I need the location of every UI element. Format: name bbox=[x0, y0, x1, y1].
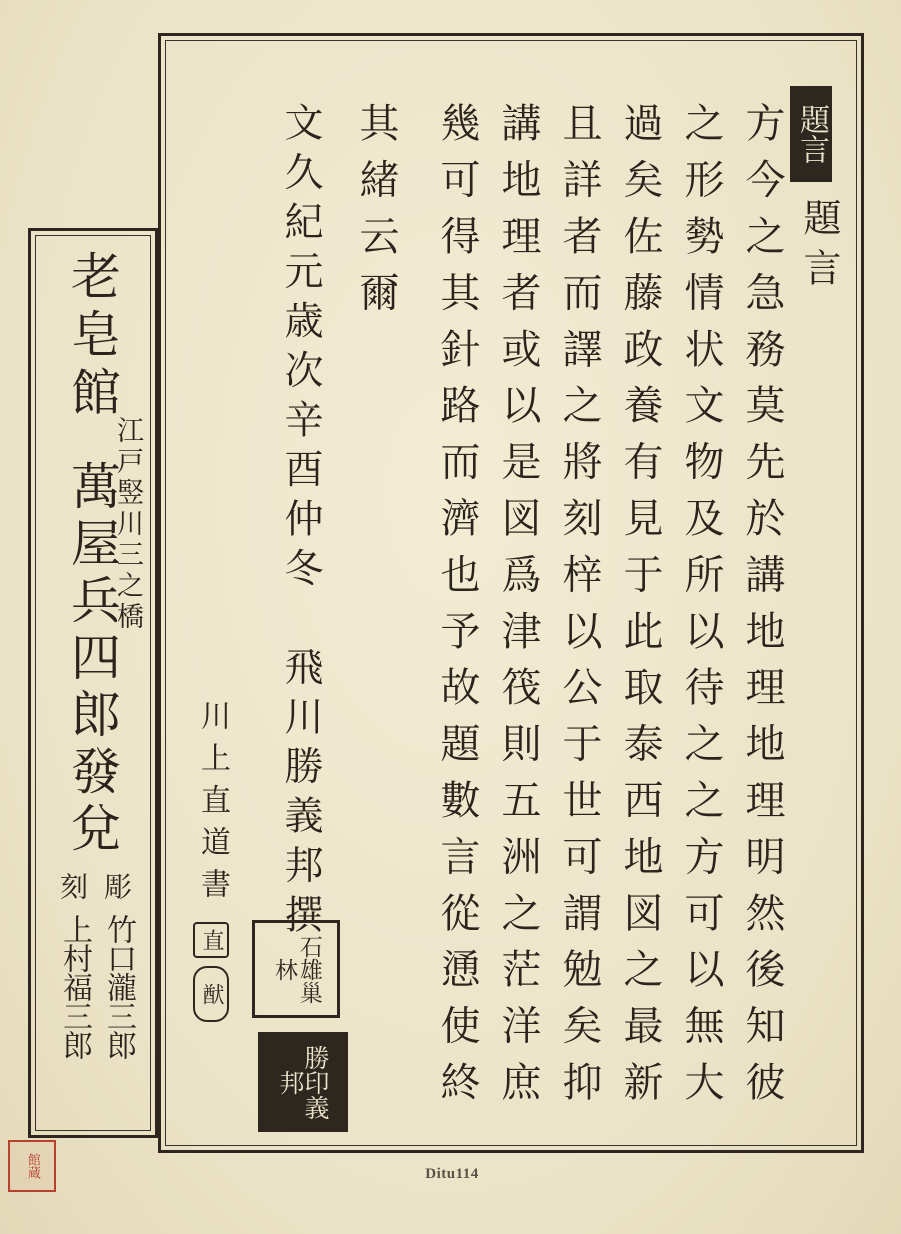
publisher-seller: 萬屋兵四郎發兌 bbox=[63, 460, 121, 859]
calligrapher-seal bbox=[193, 922, 229, 958]
preface-line-7: 其緒云爾 bbox=[353, 102, 399, 328]
preface-line-5: 講地理者或以是図爲津筏則五洲之茫洋庶 bbox=[495, 102, 541, 1118]
preface-line-4: 且詳者而譯之將刻梓以公于世可謂勉矣抑 bbox=[556, 102, 602, 1118]
red-seal-text: 館蔵 bbox=[24, 1153, 40, 1179]
calligrapher-seal-small-text: 猷 bbox=[199, 983, 224, 1005]
author-seal-top bbox=[252, 920, 340, 1018]
watermark: Ditu114 bbox=[425, 1166, 479, 1182]
preface-heading: 題言 bbox=[797, 198, 841, 298]
red-collector-seal bbox=[8, 1140, 56, 1192]
preface-line-1: 方今之急務莫先於講地理地理明然後知彼 bbox=[739, 102, 785, 1118]
publisher-address: 江戸竪川三之橋 bbox=[112, 416, 143, 633]
preface-line-2: 之形勢情状文物及所以待之之方可以無大 bbox=[678, 102, 724, 1118]
publisher-name: 老皂館 bbox=[63, 250, 121, 424]
author-seal-bottom-text: 勝印義邦 bbox=[276, 1044, 330, 1120]
carver-label-2: 刻 bbox=[56, 872, 89, 900]
preface-line-6: 幾可得其針路而濟也予故題數言從慂使終 bbox=[434, 102, 480, 1118]
author-seal-bottom bbox=[258, 1032, 348, 1132]
carver-name-2: 上村福三郎 bbox=[57, 914, 92, 1059]
calligrapher-line: 川上直道書 bbox=[195, 700, 230, 910]
author-seal-top-text: 石雄巢林 bbox=[271, 934, 322, 1004]
calligrapher-seal-small bbox=[193, 966, 229, 1022]
date-author-line: 文久紀元歳次辛酉仲冬 飛川勝義邦撰 bbox=[278, 102, 323, 944]
preface-line-3: 過矣佐藤政養有見于此取泰西地図之最新 bbox=[617, 102, 663, 1118]
heading-seal bbox=[790, 86, 832, 182]
heading-seal-text: 題言 bbox=[794, 104, 829, 164]
carver-label-1: 彫 bbox=[100, 872, 133, 900]
calligrapher-seal-text: 直 bbox=[199, 929, 224, 951]
carver-name-1: 竹口瀧三郎 bbox=[101, 914, 136, 1059]
